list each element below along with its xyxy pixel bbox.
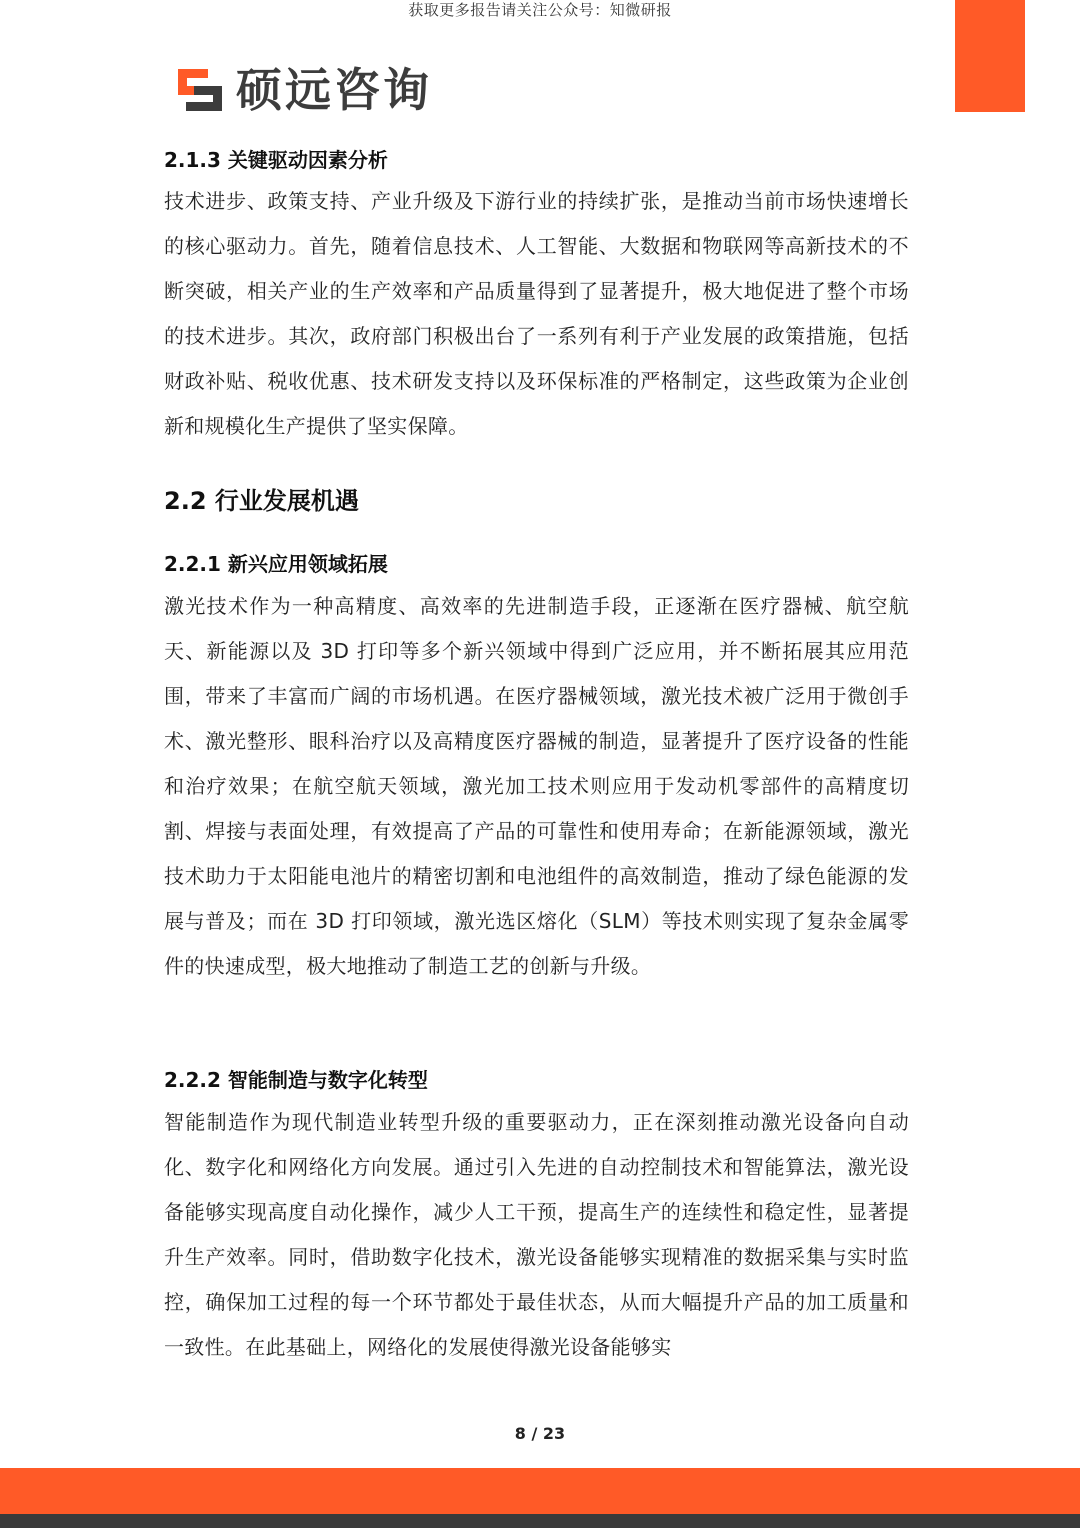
section-2-2-2-paragraph: 智能制造作为现代制造业转型升级的重要驱动力，正在深刻推动激光设备向自动化、数字化和网络化方向发展。通过引入先进的自动控制技术和智能算法，激光设备能够实现高度自动化操作，减少人工干预，提高生产的连续性和稳定性，显著提升生产效率。同时，借助数字化技术，激光设备能够实现精准的数据采集与实时监控，确保加工过程的每一个环节都处于最佳状态，从而大幅提升产品的加工质量和一致性。在此基础上，网络化的发展使得激光设备能够实 bbox=[164, 1110, 909, 1359]
company-logo bbox=[176, 60, 432, 120]
section-2-1-3-heading: 2.1.3 关键驱动因素分析 bbox=[164, 148, 388, 172]
section-2-1-3-paragraph: 技术进步、政策支持、产业升级及下游行业的持续扩张，是推动当前市场快速增长的核心驱动力。首先，随着信息技术、人工智能、大数据和物联网等高新技术的不断突破，相关产业的生产效率和产品质量得到了显著提升，极大地促进了整个市场的技术进步。其次，政府部门积极出台了一系列有利于产业发展的政策措施，包括财政补贴、税收优惠、技术研发支持以及环保标准的严格制定，这些政策为企业创新和规模化生产提供了坚实保障。 bbox=[164, 189, 909, 438]
section-2-2-1-heading: 2.2.1 新兴应用领域拓展 bbox=[164, 552, 388, 576]
logo-mark-icon bbox=[176, 65, 226, 115]
page-number: 8 / 23 bbox=[514, 1424, 566, 1443]
section-2-2-2-heading: 2.2.2 智能制造与数字化转型 bbox=[164, 1068, 428, 1092]
section-2-2-1-paragraph: 激光技术作为一种高精度、高效率的先进制造手段，正逐渐在医疗器械、航空航天、新能源以及 3D 打印等多个新兴领域中得到广泛应用，并不断拓展其应用范围，带来了丰富而广阔的市场机遇。在医疗器械领域，激光技术被广泛用于微创手术、激光整形、眼科治疗以及高精度医疗器械的制造，显著提升了医疗设备的性能和治疗效果；在航空航天领域，激光加工技术则应用于发动机零部件的高精度切割、焊接与表面处理，有效提高了产品的可靠性和使用寿命；在新能源领域，激光技术助力于太阳能电池片的精密切割和电池组件的高效制造，推动了绿色能源的发展与普及；而在 3D 打印领域，激光选区熔化（SLM）等技术则实现了复杂金属零件的快速成型，极大地推动了制造工艺的创新与升级。 bbox=[164, 594, 909, 978]
logo-text: 硕远咨询 bbox=[236, 63, 432, 117]
section-2-2-heading: 2.2 行业发展机遇 bbox=[164, 487, 359, 515]
footer-dark-line bbox=[0, 1514, 1080, 1528]
watermark-text: 获取更多报告请关注公众号：知微研报 bbox=[408, 1, 672, 19]
corner-accent-block bbox=[955, 0, 1025, 112]
footer-accent-bar bbox=[0, 1468, 1080, 1514]
